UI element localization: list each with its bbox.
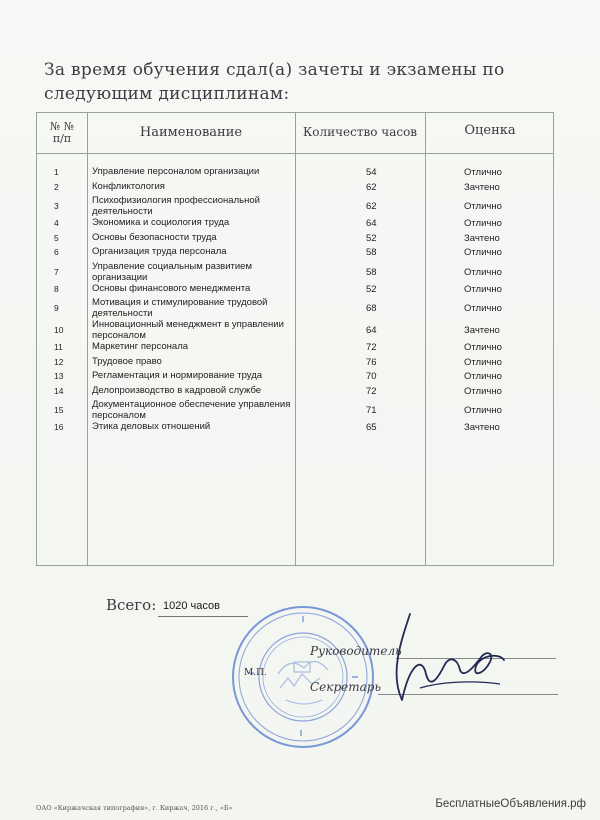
table-row	[36, 232, 554, 247]
row-number: 11	[54, 342, 63, 352]
row-number: 6	[54, 247, 59, 257]
hours-value: 64	[366, 325, 377, 336]
row-number: 16	[54, 422, 64, 432]
table-row	[36, 341, 554, 356]
discipline-name: Основы финансового менеджмента	[92, 282, 251, 294]
column-header-grade: Оценка	[464, 123, 516, 138]
hours-value: 68	[366, 303, 377, 314]
discipline-name: Мотивация и стимулирование трудовой деятельности	[92, 297, 268, 319]
table-row	[36, 385, 554, 400]
hours-value: 65	[366, 422, 377, 433]
row-number: 8	[54, 283, 59, 294]
hours-value: 52	[366, 232, 377, 244]
grade-value: Отлично	[464, 385, 502, 397]
grade-value: Отлично	[464, 283, 502, 295]
grade-value: Отлично	[464, 356, 502, 368]
grade-value: Отлично	[464, 405, 502, 416]
discipline-name: Делопроизводство в кадровой службе	[92, 384, 262, 396]
table-row	[36, 399, 554, 421]
row-number: 9	[54, 303, 59, 313]
row-number: 1	[54, 167, 59, 177]
table-row	[36, 166, 554, 181]
row-number: 10	[54, 325, 64, 335]
table-row	[36, 356, 554, 371]
grade-value: Отлично	[464, 371, 502, 382]
discipline-name: Регламентация и нормирование труда	[92, 370, 263, 381]
grade-value: Отлично	[464, 167, 502, 178]
grade-value: Зачтено	[464, 422, 500, 433]
secretary-label: Секретарь	[310, 680, 381, 694]
grade-value: Отлично	[464, 247, 502, 258]
hours-value: 70	[366, 371, 377, 382]
site-watermark: БесплатныеОбъявления.рф	[435, 798, 586, 810]
grade-value: Зачтено	[464, 325, 500, 336]
discipline-name: Маркетинг персонала	[92, 341, 189, 352]
row-number: 14	[54, 385, 64, 396]
total-label: Всего:	[106, 596, 157, 614]
row-number: 2	[54, 181, 59, 192]
hours-value: 76	[366, 356, 377, 368]
hours-value: 58	[366, 247, 377, 258]
hours-value: 64	[366, 218, 377, 229]
table-row	[36, 181, 554, 196]
grade-value: Отлично	[464, 218, 502, 229]
hours-value: 58	[366, 266, 377, 278]
column-header-name: Наименование	[139, 125, 243, 140]
discipline-name: Этика деловых отношений	[92, 421, 211, 432]
grade-value: Зачтено	[464, 232, 500, 244]
hours-value: 71	[366, 405, 377, 416]
row-number: 3	[54, 201, 59, 211]
page-heading: За время обучения сдал(а) зачеты и экзамены по следующим дисциплинам:	[44, 60, 505, 104]
table-row	[36, 370, 554, 385]
discipline-name: Управление персоналом организации	[92, 166, 260, 177]
row-number: 5	[54, 232, 59, 243]
grade-value: Отлично	[464, 342, 502, 353]
grade-value: Зачтено	[464, 181, 500, 193]
table-row	[36, 246, 554, 261]
table-row	[36, 319, 554, 341]
discipline-name: Основы безопасности труда	[92, 231, 217, 243]
table-row	[36, 297, 554, 319]
hours-value: 62	[366, 201, 377, 212]
row-number: 12	[54, 356, 64, 367]
total-value: 1020 часов	[163, 600, 220, 612]
handwritten-signature	[380, 604, 510, 714]
table-row	[36, 261, 554, 283]
table-row	[36, 217, 554, 232]
column-header-number: № № п/п	[49, 120, 75, 145]
discipline-name: Организация труда персонала	[92, 246, 227, 257]
table-row	[36, 195, 554, 217]
printer-footer: ОАО «Киржачская типография», г. Киржач, 2016 г., «Б»	[36, 804, 233, 812]
discipline-name: Экономика и социология труда	[92, 217, 230, 228]
hours-value: 54	[366, 167, 377, 178]
discipline-name: Конфликтология	[92, 180, 165, 192]
grade-value: Отлично	[464, 266, 502, 278]
hours-value: 72	[366, 385, 377, 397]
grade-value: Отлично	[464, 201, 502, 212]
hours-value: 72	[366, 342, 377, 353]
hours-value: 52	[366, 283, 377, 295]
discipline-name: Инновационный менеджмент в управлении персоналом	[92, 319, 284, 341]
column-header-hours: Количество часов	[302, 125, 418, 139]
row-number: 7	[54, 266, 59, 277]
row-number: 15	[54, 405, 64, 415]
table-row	[36, 421, 554, 436]
discipline-name: Документационное обеспечение управления персоналом	[92, 399, 291, 421]
director-label: Руководитель	[310, 644, 402, 658]
grade-value: Отлично	[464, 303, 502, 314]
row-number: 4	[54, 218, 59, 228]
table-row	[36, 283, 554, 298]
stamp-place-label: М.П.	[244, 668, 267, 678]
hours-value: 62	[366, 181, 377, 193]
discipline-name: Психофизиология профессиональной деятельности	[92, 195, 260, 217]
discipline-name: Трудовое право	[92, 355, 162, 367]
row-number: 13	[54, 371, 64, 381]
discipline-name: Управление социальным развитием организации	[92, 260, 253, 283]
